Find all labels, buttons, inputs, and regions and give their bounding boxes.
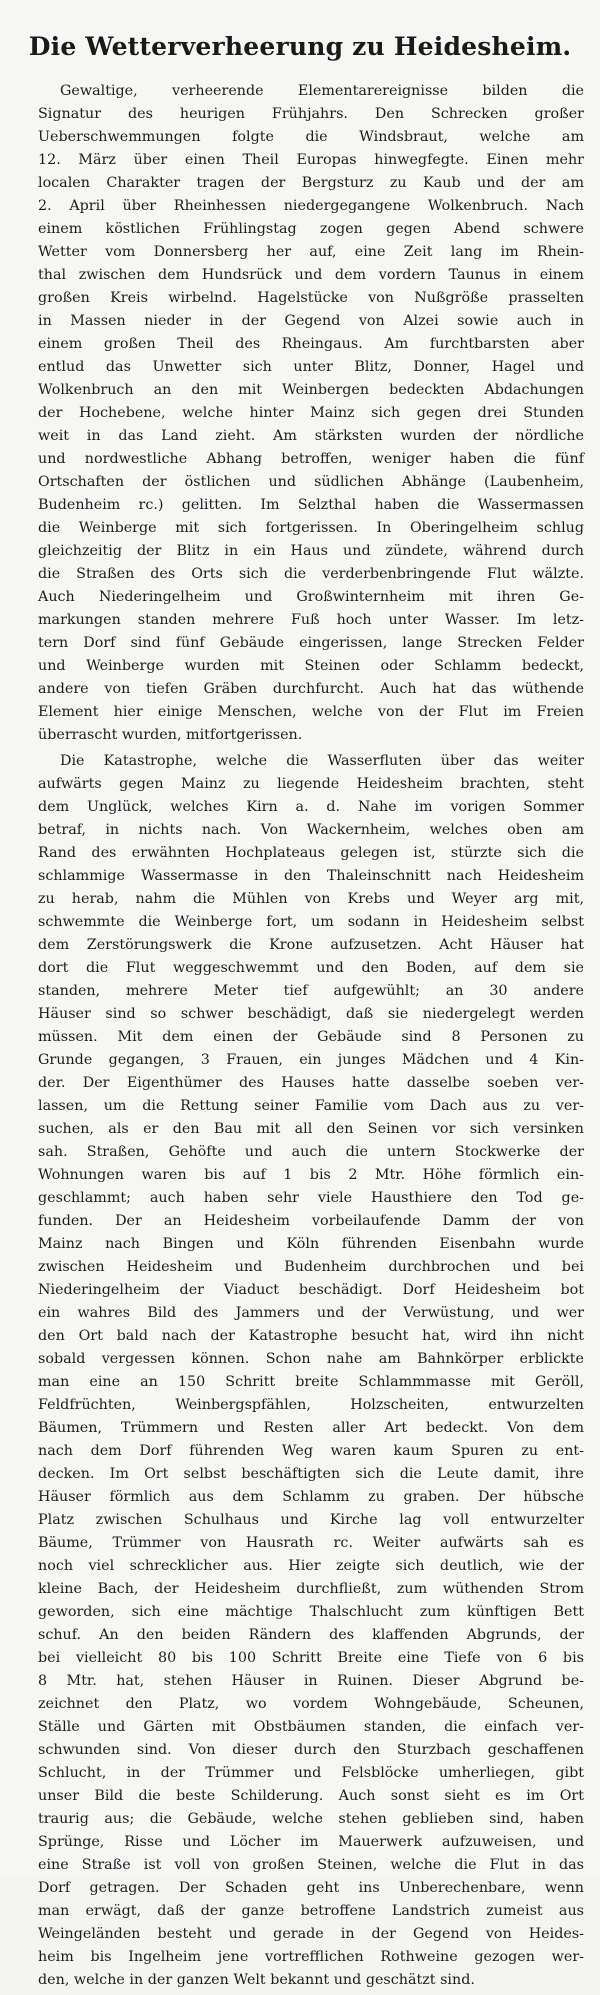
text-line: Die Katastrophe, welche die Wasserfluten über das weiter <box>60 753 584 769</box>
text-line: man erwägt, daß der ganze betroffene Landstrich zumeist aus <box>38 1903 584 1919</box>
text-line: Signatur des heurigen Frühjahrs. Den Schrecken großer <box>38 106 584 122</box>
article-headline: Die Wetterverheerung zu Heidesheim. <box>28 32 572 61</box>
text-line: funden. Der an Heidesheim vorbeilaufende Damm der von <box>38 1213 584 1229</box>
text-line: die Straßen des Orts sich die verderbenbringende Flut wälzte. <box>38 566 584 582</box>
text-line: zwischen Heidesheim und Budenheim durchbrochen und bei <box>38 1259 584 1275</box>
text-line: Wohnungen waren bis auf 1 bis 2 Mtr. Höhe förmlich ein- <box>38 1167 584 1183</box>
text-line: gleichzeitig der Blitz in ein Haus und zündete, während durch <box>38 543 584 559</box>
article-paragraph <box>38 80 584 747</box>
text-line: Häuser sind so schwer beschädigt, daß sie niedergelegt werden <box>38 1006 584 1022</box>
text-line: geschlammt; auch haben sehr viele Hausthiere den Tod ge- <box>38 1190 584 1206</box>
text-line: schuf. An den beiden Rändern des klaffenden Abgrunds, der <box>38 1627 584 1643</box>
text-line: den Ort bald nach der Katastrophe besucht hat, wird ihn nicht <box>38 1328 584 1344</box>
text-line: in Massen nieder in der Gegend von Alzei sowie auch in <box>38 313 584 329</box>
text-line: der Hochebene, welche hinter Mainz sich gegen drei Stunden <box>38 405 584 421</box>
article-paragraph <box>38 750 584 1992</box>
text-line: tern Dorf sind fünf Gebäude eingerissen, lange Strecken Felder <box>38 635 584 651</box>
text-line: bei vielleicht 80 bis 100 Schritt Breite eine Tiefe von 6 bis <box>38 1650 584 1666</box>
text-line: Wolkenbruch an den mit Weinbergen bedeckten Abdachungen <box>38 382 584 398</box>
text-line: suchen, als er den Bau mit all den Seinen vor sich versinken <box>38 1121 584 1137</box>
text-line: thal zwischen dem Hundsrück und dem vordern Taunus in einem <box>38 267 584 283</box>
text-line: Schlucht, in der Trümmer und Felsblöcke umherliegen, gibt <box>38 1765 584 1781</box>
text-line: dem Zerstörungswerk die Krone aufzusetzen. Acht Häuser hat <box>38 937 584 953</box>
text-line: dort die Flut weggeschwemmt und den Boden, auf dem sie <box>38 960 584 976</box>
text-line: noch viel schrecklicher aus. Hier zeigte sich deutlich, wie der <box>38 1558 584 1574</box>
text-line: zeichnet den Platz, wo vordem Wohngebäude, Scheunen, <box>38 1696 584 1712</box>
text-line: markungen standen mehrere Fuß hoch unter Wasser. Im letz- <box>38 612 584 628</box>
text-line: und nordwestliche Abhang betroffen, weniger haben die fünf <box>38 451 584 467</box>
text-line: einem großen Theil des Rheingaus. Am furchtbarsten aber <box>38 336 584 352</box>
text-line: weit in das Land zieht. Am stärksten wurden der nördliche <box>38 428 584 444</box>
text-line: großen Kreis wirbelnd. Hagelstücke von Nußgröße prasselten <box>38 290 584 306</box>
text-line: der. Der Eigenthümer des Hauses hatte dasselbe soeben ver- <box>38 1075 584 1091</box>
text-line: geworden, sich eine mächtige Thalschlucht zum künftigen Bett <box>38 1604 584 1620</box>
text-line: unser Bild die beste Schilderung. Auch sonst sieht es im Ort <box>38 1788 584 1804</box>
text-line: sobald vergessen können. Schon nahe am Bahnkörper erblickte <box>38 1351 584 1367</box>
text-line: müssen. Mit dem einen der Gebäude sind 8 Personen zu <box>38 1029 584 1045</box>
text-line: schlammige Wassermasse in den Thaleinschnitt nach Heidesheim <box>38 868 584 884</box>
text-line: aufwärts gegen Mainz zu liegende Heidesheim brachten, steht <box>38 776 584 792</box>
text-line: Feldfrüchten, Weinbergspfählen, Holzscheiten, entwurzelten <box>38 1397 584 1413</box>
text-line: den, welche in der ganzen Welt bekannt und geschätzt sind. <box>38 1972 475 1988</box>
text-line: 12. März über einen Theil Europas hinwegfegte. Einen mehr <box>38 152 584 168</box>
text-line: Bäumen, Trümmern und Resten aller Art bedeckt. Von dem <box>38 1420 584 1436</box>
text-line: 2. April über Rheinhessen niedergegangene Wolkenbruch. Nach <box>38 198 584 214</box>
text-line: Rand des erwähnten Hochplateaus gelegen ist, stürzte sich die <box>38 845 584 861</box>
text-line: andere von tiefen Gräben durchfurcht. Auch hat das wüthende <box>38 681 584 697</box>
text-line: Element hier einige Menschen, welche von der Flut im Freien <box>38 704 584 720</box>
text-line: man eine an 150 Schritt breite Schlammmasse mit Geröll, <box>38 1374 584 1390</box>
text-line: Grunde gegangen, 3 Frauen, ein junges Mädchen und 4 Kin- <box>38 1052 584 1068</box>
text-line: standen, mehrere Meter tief aufgewühlt; an 30 andere <box>38 983 584 999</box>
text-line: traurig aus; die Gebäude, welche stehen geblieben sind, haben <box>38 1811 584 1827</box>
text-line: Niederingelheim der Viaduct beschädigt. Dorf Heidesheim bot <box>38 1282 584 1298</box>
text-line: localen Charakter tragen der Bergsturz zu Kaub und der am <box>38 175 584 191</box>
text-line: entlud das Unwetter sich unter Blitz, Donner, Hagel und <box>38 359 584 375</box>
text-line: die Weinberge mit sich fortgerissen. In Oberingelheim schlug <box>38 520 584 536</box>
text-line: und Weinberge wurden mit Steinen oder Schlamm bedeckt, <box>38 658 584 674</box>
text-line: eine Straße ist voll von großen Steinen, welche die Flut in das <box>38 1857 584 1873</box>
text-line: nach dem Dorf führenden Weg waren kaum Spuren zu ent- <box>38 1443 584 1459</box>
text-line: Bäume, Trümmer von Hausrath rc. Weiter aufwärts sah es <box>38 1535 584 1551</box>
text-line: 8 Mtr. hat, stehen Häuser in Ruinen. Dieser Abgrund be- <box>38 1673 584 1689</box>
text-line: Platz zwischen Schulhaus und Kirche lag voll entwurzelter <box>38 1512 584 1528</box>
text-line: Sprünge, Risse und Löcher im Mauerwerk aufzuweisen, und <box>38 1834 584 1850</box>
text-line: Wetter vom Donnersberg her auf, eine Zeit lang im Rhein- <box>38 244 584 260</box>
text-line: kleine Bach, der Heidesheim durchfließt, zum wüthenden Strom <box>38 1581 584 1597</box>
text-line: sah. Straßen, Gehöfte und auch die untern Stockwerke der <box>38 1144 584 1160</box>
text-line: Weingeländen besteht und gerade in der Gegend von Heides- <box>38 1926 584 1942</box>
text-line: Dorf getragen. Der Schaden geht ins Unberechenbare, wenn <box>38 1880 584 1896</box>
text-line: Ueberschwemmungen folgte die Windsbraut, welche am <box>38 129 584 145</box>
text-line: schwunden sind. Von dieser durch den Sturzbach geschaffenen <box>38 1742 584 1758</box>
text-line: heim bis Ingelheim jene vortrefflichen Rothweine gezogen wer- <box>38 1949 584 1965</box>
text-line: dem Unglück, welches Kirn a. d. Nahe im vorigen Sommer <box>38 799 584 815</box>
text-line: Ställe und Gärten mit Obstbäumen standen, die einfach ver- <box>38 1719 584 1735</box>
text-line: decken. Im Ort selbst beschäftigten sich die Leute damit, ihre <box>38 1466 584 1482</box>
text-line: Ortschaften der östlichen und südlichen Abhänge (Laubenheim, <box>38 474 584 490</box>
text-line: einem köstlichen Frühlingstag zogen gegen Abend schwere <box>38 221 584 237</box>
text-line: betraf, in nichts nach. Von Wackernheim, welches oben am <box>38 822 584 838</box>
text-line: lassen, um die Rettung seiner Familie vom Dach aus zu ver- <box>38 1098 584 1114</box>
text-line: überrascht wurden, mitfortgerissen. <box>38 727 303 743</box>
text-line: Auch Niederingelheim und Großwinternheim mit ihren Ge- <box>38 589 584 605</box>
text-line: Budenheim rc.) gelitten. Im Selzthal haben die Wassermassen <box>38 497 584 513</box>
text-line: zu herab, nahm die Mühlen von Krebs und Weyer arg mit, <box>38 891 584 907</box>
text-line: schwemmte die Weinberge fort, um sodann in Heidesheim selbst <box>38 914 584 930</box>
text-line: Häuser förmlich aus dem Schlamm zu graben. Der hübsche <box>38 1489 584 1505</box>
article-body <box>38 80 584 1995</box>
text-line: ein wahres Bild des Jammers und der Verwüstung, und wer <box>38 1305 584 1321</box>
text-line: Mainz nach Bingen und Köln führenden Eisenbahn wurde <box>38 1236 584 1252</box>
text-line: Gewaltige, verheerende Elementarereignisse bilden die <box>60 83 584 99</box>
